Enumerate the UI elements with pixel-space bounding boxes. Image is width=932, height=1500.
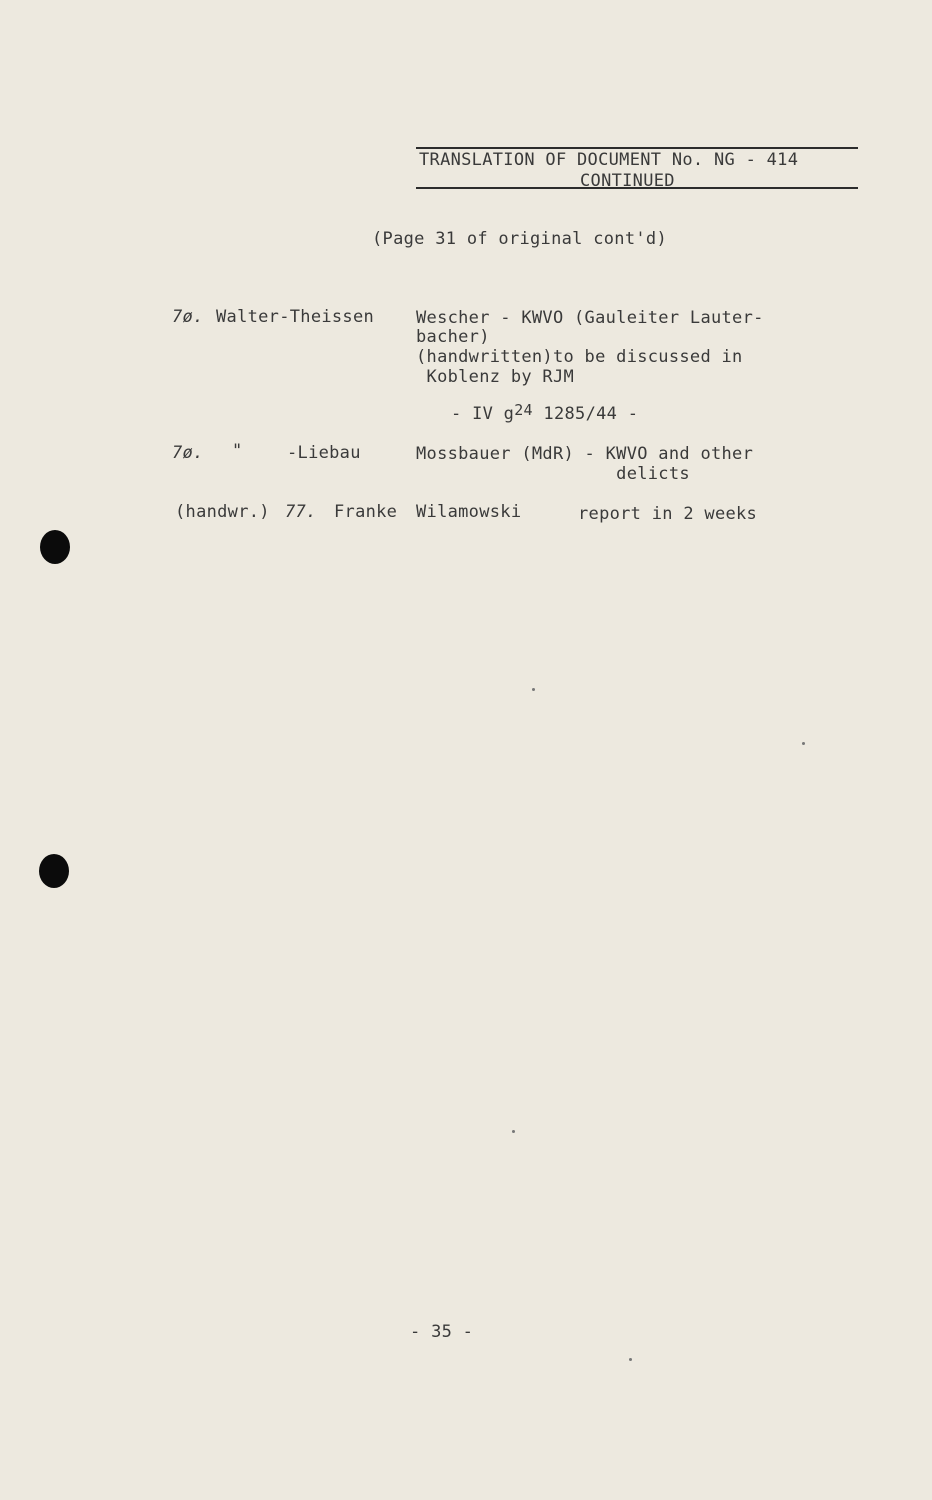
file-reference <box>451 401 639 424</box>
punch-hole <box>39 854 69 888</box>
page-number: - 35 - <box>410 1322 474 1342</box>
entry-desc-line: Mossbauer (MdR) - KWVO and other <box>416 444 754 464</box>
page-reference: (Page 31 of original cont'd) <box>372 229 667 249</box>
paper-speck <box>629 1358 632 1361</box>
entry-name: -Liebau <box>287 443 361 463</box>
paper-speck <box>802 742 805 745</box>
entry-name: Walter-Theissen <box>216 307 375 327</box>
entry-prefix: (handwr.) <box>175 502 270 522</box>
entry-desc-line: delicts <box>416 464 690 484</box>
header-continued: CONTINUED <box>580 171 675 191</box>
entry-number: 7ø. <box>172 443 204 463</box>
entry-desc: report in 2 weeks <box>578 504 758 524</box>
file-reference-superscript: 24 <box>514 401 533 419</box>
entry-desc-line: Wescher - KWVO (Gauleiter Lauter- <box>416 308 764 328</box>
entry-desc-name: Wilamowski <box>416 502 522 522</box>
header-bottom-rule <box>416 187 858 189</box>
entry-desc-line: (handwritten)to be discussed in <box>416 347 743 367</box>
ditto-mark: " <box>232 441 243 461</box>
entry-number: 7ø. <box>172 307 204 327</box>
file-reference-prefix: - IV g <box>451 404 515 424</box>
punch-hole <box>40 530 70 564</box>
entry-desc-line: Koblenz by RJM <box>416 367 575 387</box>
file-reference-suffix: 1285/44 - <box>532 404 639 424</box>
entry-name: Franke <box>334 502 398 522</box>
entry-desc-line: bacher) <box>416 327 490 347</box>
paper-speck <box>532 688 535 691</box>
header-title: TRANSLATION OF DOCUMENT No. NG - 414 <box>419 150 799 170</box>
header-top-rule <box>416 147 858 149</box>
paper-speck <box>512 1130 515 1133</box>
entry-number: 77. <box>285 502 317 522</box>
